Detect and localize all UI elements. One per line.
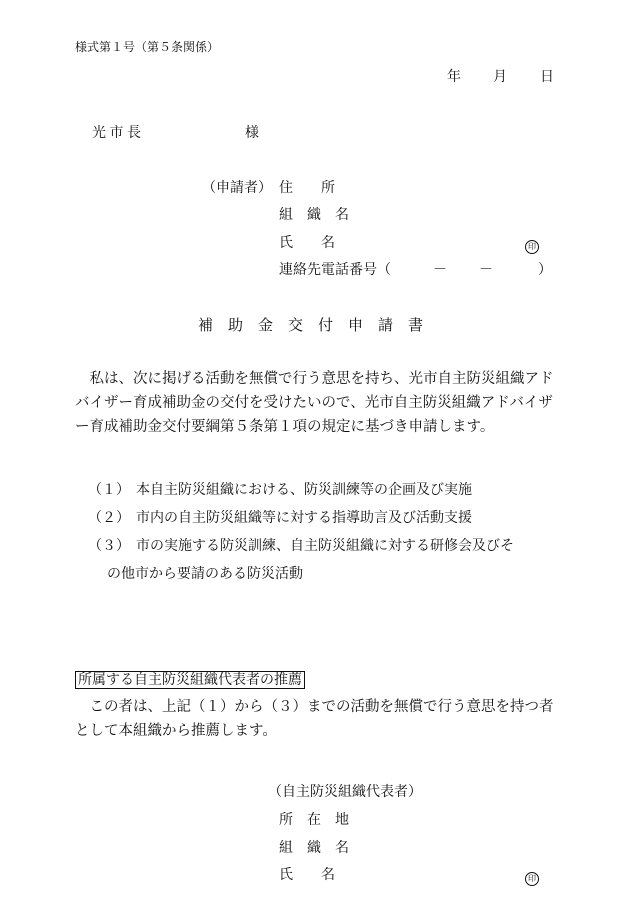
- seal-icon: 印: [525, 240, 539, 254]
- applicant-address-label: 住 所: [279, 180, 335, 196]
- representative-label: （自主防災組織代表者）: [268, 784, 422, 800]
- list-item-number: （１）: [88, 482, 130, 498]
- applicant-organization-label: 組 織 名: [279, 207, 349, 223]
- seal-icon: 印: [525, 872, 539, 886]
- representative-location-label: 所 在 地: [279, 812, 349, 828]
- date-year-label: 年: [447, 69, 461, 85]
- list-item-text: 本自主防災組織における、防災訓練等の企画及び実施: [136, 482, 472, 498]
- form-number: 様式第１号（第５条関係）: [75, 40, 220, 54]
- phone-close-paren: ）: [538, 262, 552, 278]
- recommendation-heading: [75, 669, 305, 689]
- list-item-3: [88, 535, 514, 555]
- applicant-label: （申請者）: [202, 180, 272, 196]
- date-month-label: 月: [493, 69, 507, 85]
- addressee-honorific: 様: [245, 125, 259, 141]
- recommendation-paragraph: この者は、上記（１）から（３）までの活動を無償で行う意思を持つ者として本組織から推薦します。: [75, 699, 554, 739]
- list-item-number: （３）: [88, 538, 130, 554]
- applicant-seal-mark: [525, 234, 539, 254]
- body-paragraph: 私は、次に掲げる活動を無償で行う意思を持ち、光市自主防災組織アドバイザー育成補助金の交付を受けたいので、光市自主防災組織アドバイザー育成補助金交付要綱第５条第１項の規定に基づき申請します。: [75, 371, 554, 435]
- phone-dash-2: －: [479, 262, 493, 278]
- date-day-label: 日: [540, 69, 554, 85]
- list-item-3-continuation: の他市から要請のある防災活動: [107, 566, 303, 582]
- representative-name-label: 氏 名: [279, 867, 335, 883]
- representative-seal-mark: [525, 866, 539, 886]
- list-item-1: [88, 479, 472, 499]
- list-item-text: 市の実施する防災訓練、自主防災組織に対する研修会及びそ: [136, 538, 514, 554]
- document-title: 補 助 金 交 付 申 請 書: [198, 316, 424, 334]
- applicant-name-label: 氏 名: [279, 235, 335, 251]
- list-item-number: （２）: [88, 510, 130, 526]
- addressee-name: 光市長: [92, 125, 145, 141]
- recommendation-heading-text: 所属する自主防災組織代表者の推薦: [75, 671, 305, 689]
- list-item-text: 市内の自主防災組織等に対する指導助言及び活動支援: [136, 510, 472, 526]
- representative-organization-label: 組 織 名: [279, 840, 349, 856]
- phone-dash-1: －: [433, 262, 447, 278]
- list-item-2: [88, 507, 472, 527]
- applicant-phone-label: 連絡先電話番号（: [279, 262, 391, 278]
